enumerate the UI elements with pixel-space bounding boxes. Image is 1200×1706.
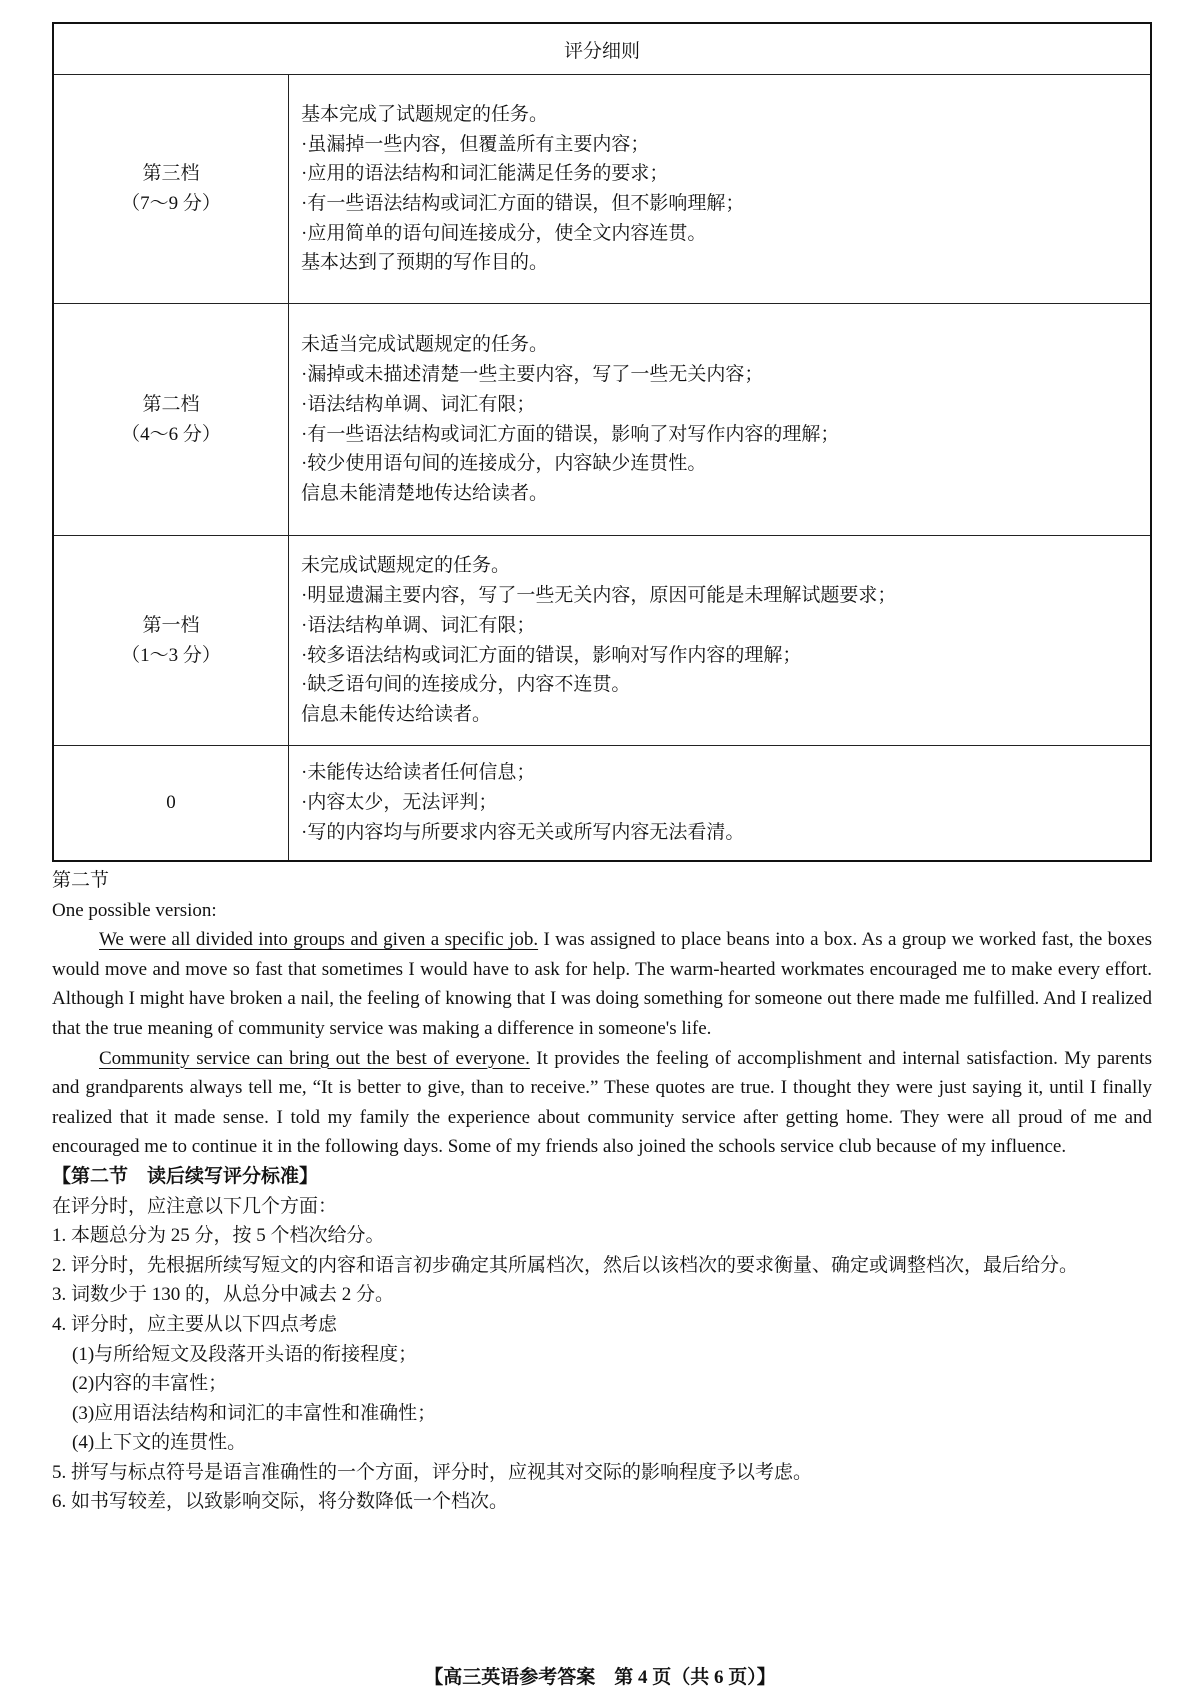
level-range: （1～3 分）	[121, 644, 221, 666]
desc-cell	[289, 304, 1152, 536]
desc-line: ·漏掉或未描述清楚一些主要内容，写了一些无关内容；	[301, 364, 764, 386]
criteria-item: 4. 评分时，应主要从以下四点考虑	[52, 1313, 338, 1335]
criteria-subitem: (3)应用语法结构和词汇的丰富性和准确性；	[72, 1402, 437, 1424]
desc-line: ·较少使用语句间的连接成分，内容缺少连贯性。	[301, 453, 707, 475]
desc-line: ·未能传达给读者任何信息；	[301, 762, 536, 784]
paragraph-text: It provides the feeling of accomplishment and internal satisfaction. My parents and grandparents always tell me, “It is better to give, than to receive.” These quotes are true. I thought they were just saying it, until I finally realized that it made sense. I told my family the experience about community service after getting home. They were all proud of me and encouraged me to continue it in the following days. Some of my friends also joined the schools service club because of my influence.	[52, 1047, 1152, 1158]
criteria-intro: 在评分时，应注意以下几个方面：	[52, 1195, 338, 1217]
desc-line: ·应用简单的语句间连接成分，使全文内容连贯。	[301, 222, 707, 244]
desc-line: ·语法结构单调、词汇有限；	[301, 614, 536, 636]
desc-line: 信息未能传达给读者。	[301, 703, 492, 725]
desc-cell	[289, 746, 1152, 861]
criteria-subitem: (1)与所给短文及段落开头语的衔接程度；	[72, 1343, 418, 1365]
rubric-header: 评分细则	[53, 23, 1151, 75]
desc-cell	[289, 536, 1152, 746]
document-body	[52, 866, 1152, 1517]
desc-line: ·应用的语法结构和词汇能满足任务的要求；	[301, 163, 669, 185]
level-cell	[53, 75, 289, 304]
level-cell	[53, 536, 289, 746]
desc-line: ·有一些语法结构或词汇方面的错误，影响了对写作内容的理解；	[301, 423, 840, 445]
level-cell	[53, 304, 289, 536]
level-range: （4～6 分）	[121, 423, 221, 445]
criteria-subitem: (2)内容的丰富性；	[72, 1373, 228, 1395]
table-row	[53, 304, 1151, 536]
paragraph-text: I was assigned to place beans into a box. As a group we worked fast, the boxes would move and move so fast that sometimes I would have to ask for help. The warm-hearted workmates encouraged me to make every effort. Although I might have broken a nail, the feeling of knowing that I was doing something for someone out there made me fulfilled. And I realized that the true meaning of community service was making a difference in someone's life.	[52, 929, 1152, 1039]
level-range: （7～9 分）	[121, 193, 221, 214]
desc-line: 基本达到了预期的写作目的。	[301, 252, 549, 274]
criteria-title: 【第二节 读后续写评分标准】	[52, 1165, 319, 1187]
desc-line: ·有一些语法结构或词汇方面的错误，但不影响理解；	[301, 193, 745, 214]
criteria-item: 3. 词数少于 130 的，从总分中减去 2 分。	[52, 1284, 395, 1306]
desc-line: ·内容太少，无法评判；	[301, 791, 498, 813]
desc-line: ·缺乏语句间的连接成分，内容不连贯。	[301, 674, 631, 696]
criteria-item: 6. 如书写较差，以致影响交际，将分数降低一个档次。	[52, 1491, 509, 1513]
criteria-subitem: (4)上下文的连贯性。	[72, 1432, 247, 1454]
desc-line: 基本完成了试题规定的任务。	[301, 103, 549, 125]
page-footer: 【高三英语参考答案 第 4 页（共 6 页）】	[424, 1667, 776, 1688]
criteria-item: 2. 评分时，先根据所续写短文的内容和语言初步确定其所属档次，然后以该档次的要求衡量、确定或调整档次，最后给分。	[52, 1254, 1079, 1276]
level-name: 0	[166, 791, 176, 813]
topic-sentence: We were all divided into groups and given a specific job.	[99, 929, 539, 951]
desc-line: ·明显遗漏主要内容，写了一些无关内容，原因可能是未理解试题要求；	[301, 585, 897, 607]
level-name: 第三档	[142, 163, 200, 184]
desc-line: ·写的内容均与所要求内容无关或所写内容无法看清。	[301, 821, 745, 843]
desc-line: ·较多语法结构或词汇方面的错误，影响对写作内容的理解；	[301, 644, 802, 666]
criteria-item: 5. 拼写与标点符号是语言准确性的一个方面，评分时，应视其对交际的影响程度予以考虑。	[52, 1461, 813, 1483]
desc-line: 信息未能清楚地传达给读者。	[301, 482, 549, 504]
level-cell	[53, 746, 289, 861]
level-name: 第二档	[142, 393, 200, 415]
table-row	[53, 536, 1151, 746]
table-row	[53, 75, 1151, 304]
desc-line: 未完成试题规定的任务。	[301, 555, 511, 577]
sample-paragraph-1	[52, 925, 1152, 1043]
desc-cell	[289, 75, 1152, 304]
topic-sentence: Community service can bring out the best of everyone.	[99, 1047, 530, 1069]
desc-line: ·虽漏掉一些内容，但覆盖所有主要内容；	[301, 133, 650, 155]
rubric-table	[52, 22, 1152, 862]
sample-paragraph-2	[52, 1044, 1152, 1162]
desc-line: 未适当完成试题规定的任务。	[301, 334, 549, 356]
level-name: 第一档	[142, 614, 200, 636]
sample-intro: One possible version:	[52, 899, 217, 921]
section-title: 第二节	[52, 870, 110, 891]
criteria-item: 1. 本题总分为 25 分，按 5 个档次给分。	[52, 1225, 385, 1247]
table-row	[53, 746, 1151, 861]
desc-line: ·语法结构单调、词汇有限；	[301, 393, 536, 415]
